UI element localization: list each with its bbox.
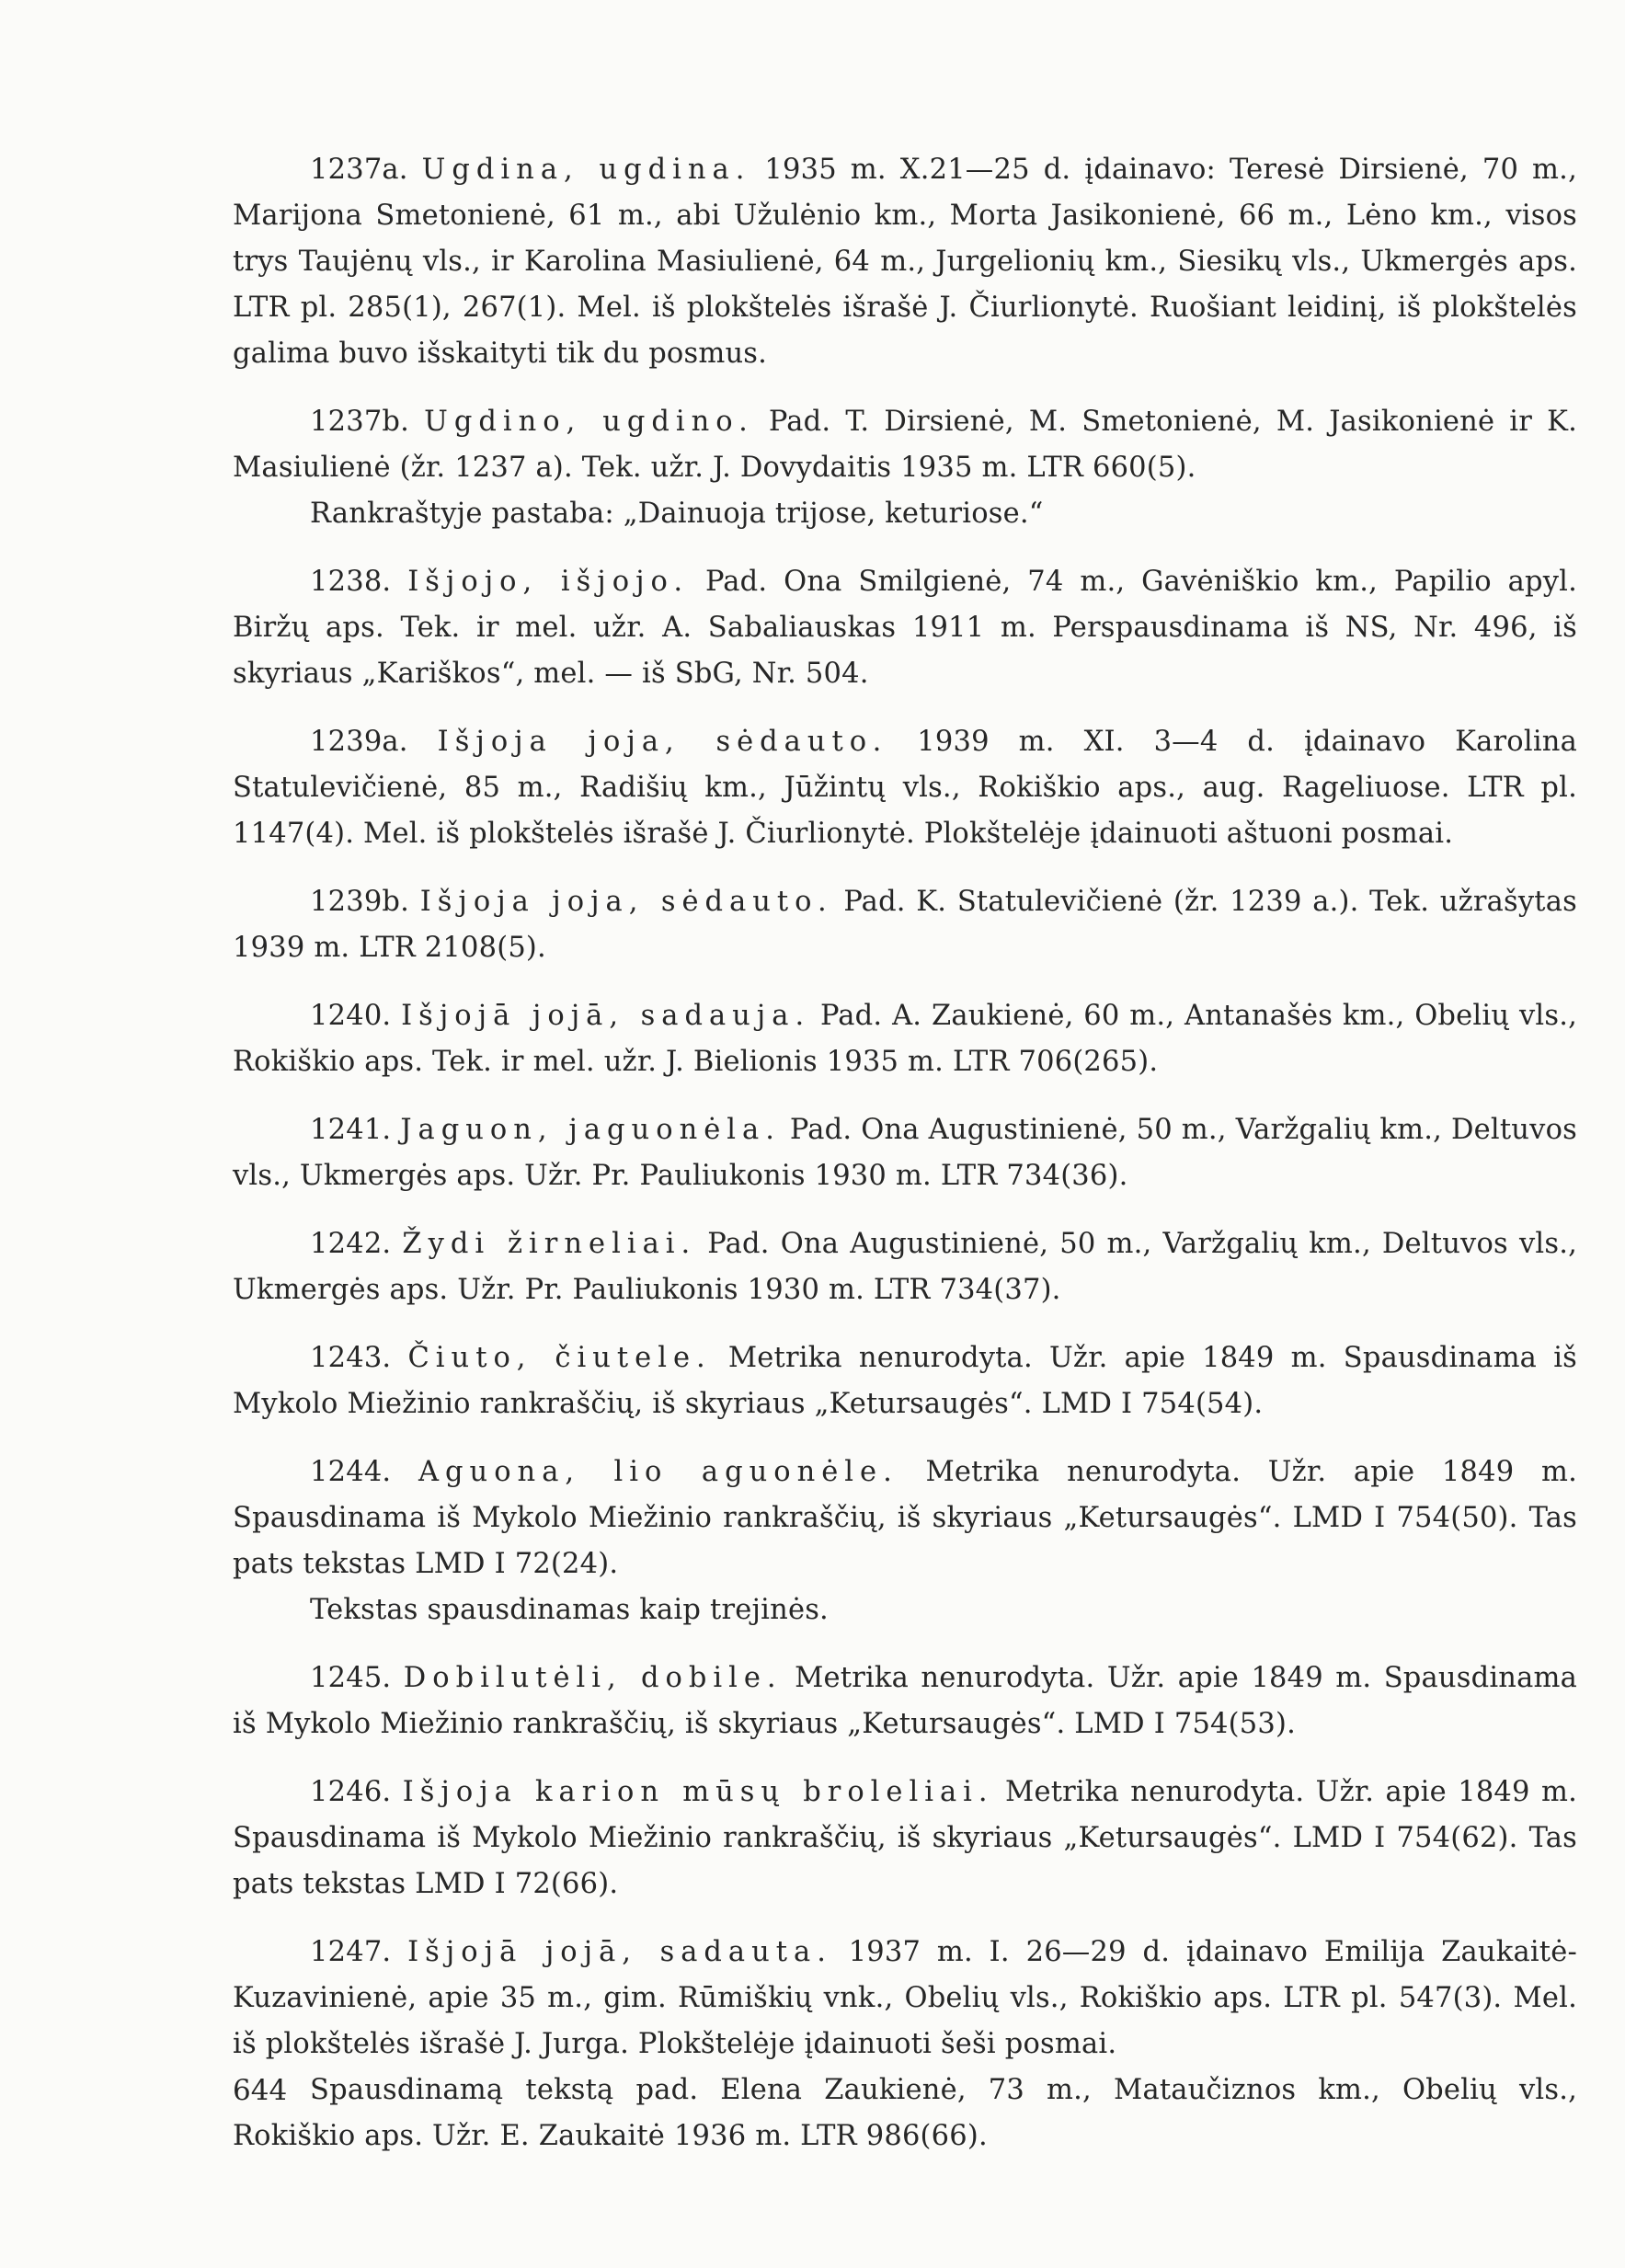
note-continuation: Spausdinamą tekstą pad. Elena Zaukienė, 73 m., Mataučiznos km., Obelių vls., Rokiškio aps. Užr. E. Zaukaitė 1936 m. LTR 986(66). bbox=[233, 2074, 1577, 2152]
note-entry bbox=[233, 719, 1577, 857]
song-title: Išjojo, išjojo. bbox=[407, 566, 690, 598]
note-entry bbox=[233, 1221, 1577, 1313]
note-entry bbox=[233, 1449, 1577, 1633]
song-title: Čiuto, čiutele. bbox=[407, 1342, 712, 1374]
note-number: 1247. bbox=[310, 1936, 392, 1968]
song-title: Išjojā jojā, sadauta. bbox=[407, 1936, 832, 1968]
note-paragraph bbox=[233, 719, 1577, 857]
song-title: Jaguon, jaguonėla. bbox=[400, 1114, 781, 1146]
song-title: Dobilutėli, dobile. bbox=[403, 1662, 783, 1694]
note-paragraph bbox=[233, 879, 1577, 971]
note-body: 1939 m. XI. 3—4 d. įdainavo Karolina Statulevičienė, 85 m., Radišių km., Jūžintų vls., Rokiškio aps., aug. Rageliuose. LTR pl. 1147(4). Mel. iš plokštelės išrašė J. Čiurlionytė. Plokštelėje įdainuoti aštuoni posmai. bbox=[233, 726, 1578, 850]
note-paragraph bbox=[233, 1655, 1577, 1747]
song-title: Išjojā jojā, sadauja. bbox=[401, 1000, 811, 1032]
note-body: Pad. T. Dirsienė, M. Smetonienė, M. Jasikonienė ir K. Masiulienė (žr. 1237 a). Tek. užr. J. Dovydaitis 1935 m. LTR 660(5). bbox=[233, 406, 1577, 484]
note-body: Pad. K. Statulevičienė (žr. 1239 a.). Tek. užrašytas 1939 m. LTR 2108(5). bbox=[233, 886, 1577, 964]
note-number: 1241. bbox=[310, 1114, 392, 1146]
note-entry bbox=[233, 1335, 1577, 1427]
song-title: Išjoja karion mūsų broleliai. bbox=[402, 1776, 994, 1808]
note-body: Metrika nenurodyta. Užr. apie 1849 m. Spausdinama iš Mykolo Miežinio rankraščių, iš skyriaus „Ketursaugės“. LMD I 754(54). bbox=[233, 1342, 1577, 1420]
note-entry bbox=[233, 1930, 1577, 2159]
note-entry bbox=[233, 1655, 1577, 1747]
note-number: 1239a. bbox=[310, 726, 408, 758]
song-title: Žydi žirneliai. bbox=[402, 1228, 697, 1260]
note-body: Pad. Ona Smilgienė, 74 m., Gavėniškio km., Papilio apyl. Biržų aps. Tek. ir mel. užr. A. Sabaliauskas 1911 m. Perspausdinama iš NS, Nr. 496, iš skyriaus „Kariškos“, mel. — iš SbG, Nr. 504. bbox=[233, 566, 1577, 690]
note-number: 1245. bbox=[310, 1662, 392, 1694]
note-body: Metrika nenurodyta. Užr. apie 1849 m. Spausdinama iš Mykolo Miežinio rankraščių, iš skyriaus „Ketursaugės“. LMD I 754(53). bbox=[233, 1662, 1578, 1740]
note-entry bbox=[233, 147, 1577, 377]
note-number: 1244. bbox=[310, 1456, 392, 1488]
note-body: Pad. Ona Augustinienė, 50 m., Varžgalių km., Deltuvos vls., Ukmergės aps. Užr. Pr. Pauliukonis 1930 m. LTR 734(37). bbox=[233, 1228, 1577, 1306]
note-number: 1242. bbox=[310, 1228, 392, 1260]
song-title: Ugdina, ugdina. bbox=[421, 154, 751, 186]
song-title: Išjoja joja, sėdauto. bbox=[437, 726, 888, 758]
note-paragraph bbox=[233, 993, 1577, 1085]
song-title: Ugdino, ugdino. bbox=[424, 406, 754, 438]
note-body: 1937 m. I. 26—29 d. įdainavo Emilija Zaukaitė-Kuzavinienė, apie 35 m., gim. Rūmiškių vnk., Obelių vls., Rokiškio aps. LTR pl. 547(3). Mel. iš plokštelės išrašė J. Jurga. Plokštelėje įdainuoti šeši posmai. bbox=[233, 1936, 1577, 2060]
note-entry bbox=[233, 1770, 1577, 1907]
note-body: Pad. A. Zaukienė, 60 m., Antanašės km., Obelių vls., Rokiškio aps. Tek. ir mel. užr. J. Bielionis 1935 m. LTR 706(265). bbox=[233, 1000, 1577, 1078]
note-body: Pad. Ona Augustinienė, 50 m., Varžgalių km., Deltuvos vls., Ukmergės aps. Užr. Pr. Pauliukonis 1930 m. LTR 734(36). bbox=[233, 1114, 1577, 1192]
note-number: 1237b. bbox=[310, 406, 410, 438]
note-paragraph bbox=[233, 1107, 1577, 1199]
note-paragraph bbox=[233, 1449, 1577, 1587]
note-entry bbox=[233, 399, 1577, 537]
note-entry bbox=[233, 1107, 1577, 1199]
note-entry bbox=[233, 993, 1577, 1085]
note-paragraph bbox=[233, 559, 1577, 697]
note-paragraph bbox=[233, 1221, 1577, 1313]
page-number: 644 bbox=[233, 2074, 288, 2107]
note-number: 1246. bbox=[310, 1776, 392, 1808]
note-paragraph bbox=[233, 1770, 1577, 1907]
note-number: 1237a. bbox=[310, 154, 408, 186]
song-title: Aguona, lio aguonėle. bbox=[418, 1456, 898, 1488]
note-entry bbox=[233, 879, 1577, 971]
note-number: 1243. bbox=[310, 1342, 392, 1374]
song-title: Išjoja joja, sėdauto. bbox=[419, 886, 833, 918]
note-paragraph bbox=[233, 1930, 1577, 2068]
note-body: Metrika nenurodyta. Užr. apie 1849 m. Spausdinama iš Mykolo Miežinio rankraščių, iš skyriaus „Ketursaugės“. LMD I 754(50). Tas pats tekstas LMD I 72(24). bbox=[233, 1456, 1577, 1580]
note-paragraph bbox=[233, 147, 1577, 377]
notes-list bbox=[233, 147, 1577, 2159]
note-number: 1240. bbox=[310, 1000, 392, 1032]
note-number: 1238. bbox=[310, 566, 392, 598]
note-paragraph bbox=[233, 1335, 1577, 1427]
note-entry bbox=[233, 559, 1577, 697]
note-continuation: Rankraštyje pastaba: „Dainuoja trijose, keturiose.“ bbox=[310, 498, 1044, 530]
note-paragraph bbox=[233, 399, 1577, 491]
note-number: 1239b. bbox=[310, 886, 410, 918]
note-body: 1935 m. X.21—25 d. įdainavo: Teresė Dirsienė, 70 m., Marijona Smetonienė, 61 m., abi Užulėnio km., Morta Jasikonienė, 66 m., Lėno km., visos trys Taujėnų vls., ir Karolina Masiulienė, 64 m., Jurgelionių km., Siesikų vls., Ukmergės aps. LTR pl. 285(1), 267(1). Mel. iš plokštelės išrašė J. Čiurlionytė. Ruošiant leidinį, iš plokštelės galima buvo išskaityti tik du posmus. bbox=[233, 154, 1577, 370]
note-continuation: Tekstas spausdinamas kaip trejinės. bbox=[310, 1594, 829, 1626]
note-body: Metrika nenurodyta. Užr. apie 1849 m. Spausdinama iš Mykolo Miežinio rankraščių, iš skyriaus „Ketursaugės“. LMD I 754(62). Tas pats tekstas LMD I 72(66). bbox=[233, 1776, 1578, 1900]
